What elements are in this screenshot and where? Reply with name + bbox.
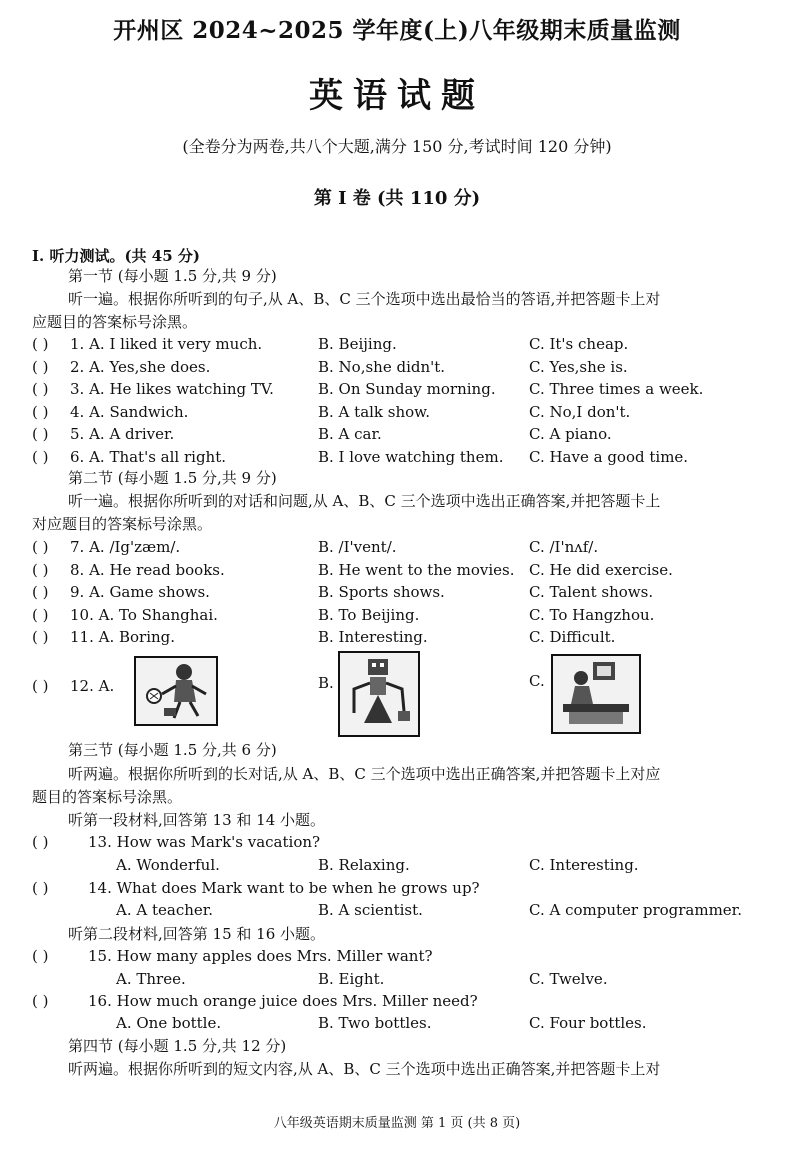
option-a[interactable]: 4. A. Sandwich.: [70, 402, 189, 421]
option-a[interactable]: A. Wonderful.: [116, 856, 220, 874]
option-c[interactable]: C. A computer programmer.: [529, 901, 742, 919]
option-a[interactable]: 9. A. Game shows.: [70, 583, 210, 602]
answer-paren[interactable]: ( ): [32, 628, 49, 647]
option-c[interactable]: C. To Hangzhou.: [529, 605, 655, 624]
answer-paren[interactable]: ( ): [32, 448, 49, 466]
answer-paren[interactable]: ( ): [32, 538, 49, 556]
section-title: 第二节 (每小题 1.5 分,共 9 分): [68, 469, 277, 487]
section-instruction: 听一遍。根据你所听到的对话和问题,从 A、B、C 三个选项中选出正确答案,并把答题卡上: [68, 492, 661, 510]
option-b[interactable]: B. He went to the movies.: [318, 560, 515, 579]
question-stem: 15. How many apples does Mrs. Miller want?: [88, 947, 433, 965]
option-c[interactable]: C. Interesting.: [529, 856, 639, 874]
question-12-b[interactable]: B.: [318, 674, 334, 692]
section-title: 第一节 (每小题 1.5 分,共 9 分): [68, 267, 277, 285]
answer-paren[interactable]: ( ): [32, 357, 49, 376]
picture-football: [134, 656, 218, 726]
option-c[interactable]: C. It's cheap.: [529, 335, 629, 353]
option-a[interactable]: 3. A. He likes watching TV.: [70, 380, 274, 399]
option-b[interactable]: B. I love watching them.: [318, 448, 504, 466]
answer-paren[interactable]: ( ): [32, 947, 49, 965]
option-b[interactable]: B. No,she didn't.: [318, 357, 446, 376]
question-12-c[interactable]: C.: [529, 672, 545, 690]
option-c[interactable]: C. Three times a week.: [529, 380, 704, 399]
option-a[interactable]: 2. A. Yes,she does.: [70, 357, 211, 376]
answer-paren[interactable]: ( ): [32, 402, 49, 421]
option-b[interactable]: B. Beijing.: [318, 335, 397, 353]
option-a[interactable]: A. Three.: [116, 970, 186, 988]
subject-title: 英语试题: [309, 76, 485, 116]
option-b[interactable]: B. Eight.: [318, 970, 385, 988]
answer-paren[interactable]: ( ): [32, 879, 49, 897]
option-c[interactable]: C. Difficult.: [529, 628, 616, 647]
option-b[interactable]: B. A car.: [318, 425, 382, 444]
question-12-a[interactable]: 12. A.: [70, 677, 115, 695]
option-c[interactable]: C. /I'nʌf/.: [529, 538, 599, 556]
option-c[interactable]: C. Talent shows.: [529, 583, 654, 602]
option-c[interactable]: C. Four bottles.: [529, 1014, 647, 1032]
section-title: 第四节 (每小题 1.5 分,共 12 分): [68, 1037, 287, 1055]
option-a[interactable]: A. One bottle.: [116, 1014, 222, 1032]
option-b[interactable]: B. A scientist.: [318, 901, 423, 919]
exam-note: (全卷分为两卷,共八个大题,满分 150 分,考试时间 120 分钟): [182, 137, 612, 156]
answer-paren[interactable]: ( ): [32, 560, 49, 579]
section-instruction: 应题目的答案标号涂黑。: [32, 313, 198, 331]
option-a[interactable]: 8. A. He read books.: [70, 560, 225, 579]
option-b[interactable]: B. Interesting.: [318, 628, 428, 647]
section-instruction: 听两遍。根据你所听到的长对话,从 A、B、C 三个选项中选出正确答案,并把答题卡上对应: [68, 765, 661, 783]
option-b[interactable]: B. Sports shows.: [318, 583, 445, 602]
option-a[interactable]: 1. A. I liked it very much.: [70, 335, 263, 353]
question-stem: 16. How much orange juice does Mrs. Miller need?: [88, 992, 478, 1010]
option-b[interactable]: B. A talk show.: [318, 402, 431, 421]
page-footer: 八年级英语期末质量监测 第 1 页 (共 8 页): [273, 1116, 521, 1131]
answer-paren[interactable]: ( ): [32, 380, 49, 399]
option-a[interactable]: A. A teacher.: [116, 901, 214, 919]
material-note: 听第一段材料,回答第 13 和 14 小题。: [68, 811, 326, 829]
option-c[interactable]: C. Have a good time.: [529, 448, 689, 466]
option-a[interactable]: 7. A. /Ig'zæm/.: [70, 538, 181, 556]
answer-paren[interactable]: ( ): [32, 677, 49, 695]
question-stem: 14. What does Mark want to be when he grows up?: [88, 879, 480, 897]
picture-computer: [551, 654, 641, 734]
part-heading: I. 听力测试。(共 45 分): [32, 247, 200, 265]
option-b[interactable]: B. /I'vent/.: [318, 538, 397, 556]
option-b[interactable]: B. On Sunday morning.: [318, 380, 496, 399]
question-stem: 13. How was Mark's vacation?: [88, 833, 321, 851]
exam-title: 开州区 2024~2025 学年度(上)八年级期末质量监测: [113, 17, 681, 44]
option-a[interactable]: 6. A. That's all right.: [70, 448, 227, 466]
option-b[interactable]: B. Two bottles.: [318, 1014, 432, 1032]
volume-title: 第 I 卷 (共 110 分): [313, 188, 481, 209]
option-b[interactable]: B. Relaxing.: [318, 856, 410, 874]
option-c[interactable]: C. He did exercise.: [529, 560, 673, 579]
picture-robot: [338, 651, 420, 737]
answer-paren[interactable]: ( ): [32, 425, 49, 444]
section-instruction: 听两遍。根据你所听到的短文内容,从 A、B、C 三个选项中选出正确答案,并把答题卡上对: [68, 1060, 661, 1078]
option-a[interactable]: 5. A. A driver.: [70, 425, 175, 444]
answer-paren[interactable]: ( ): [32, 583, 49, 602]
answer-paren[interactable]: ( ): [32, 992, 49, 1010]
section-instruction: 题目的答案标号涂黑。: [32, 788, 183, 806]
option-c[interactable]: C. Twelve.: [529, 970, 608, 988]
section-instruction: 听一遍。根据你所听到的句子,从 A、B、C 三个选项中选出最恰当的答语,并把答题卡上对: [68, 290, 661, 308]
option-a[interactable]: 10. A. To Shanghai.: [70, 605, 218, 624]
answer-paren[interactable]: ( ): [32, 335, 49, 353]
section-title: 第三节 (每小题 1.5 分,共 6 分): [68, 741, 277, 759]
option-c[interactable]: C. No,I don't.: [529, 402, 631, 421]
option-c[interactable]: C. A piano.: [529, 425, 612, 444]
option-b[interactable]: B. To Beijing.: [318, 605, 420, 624]
section-instruction: 对应题目的答案标号涂黑。: [32, 515, 213, 533]
answer-paren[interactable]: ( ): [32, 833, 49, 851]
option-c[interactable]: C. Yes,she is.: [529, 357, 628, 376]
option-a[interactable]: 11. A. Boring.: [70, 628, 176, 647]
material-note: 听第二段材料,回答第 15 和 16 小题。: [68, 925, 326, 943]
answer-paren[interactable]: ( ): [32, 605, 49, 624]
